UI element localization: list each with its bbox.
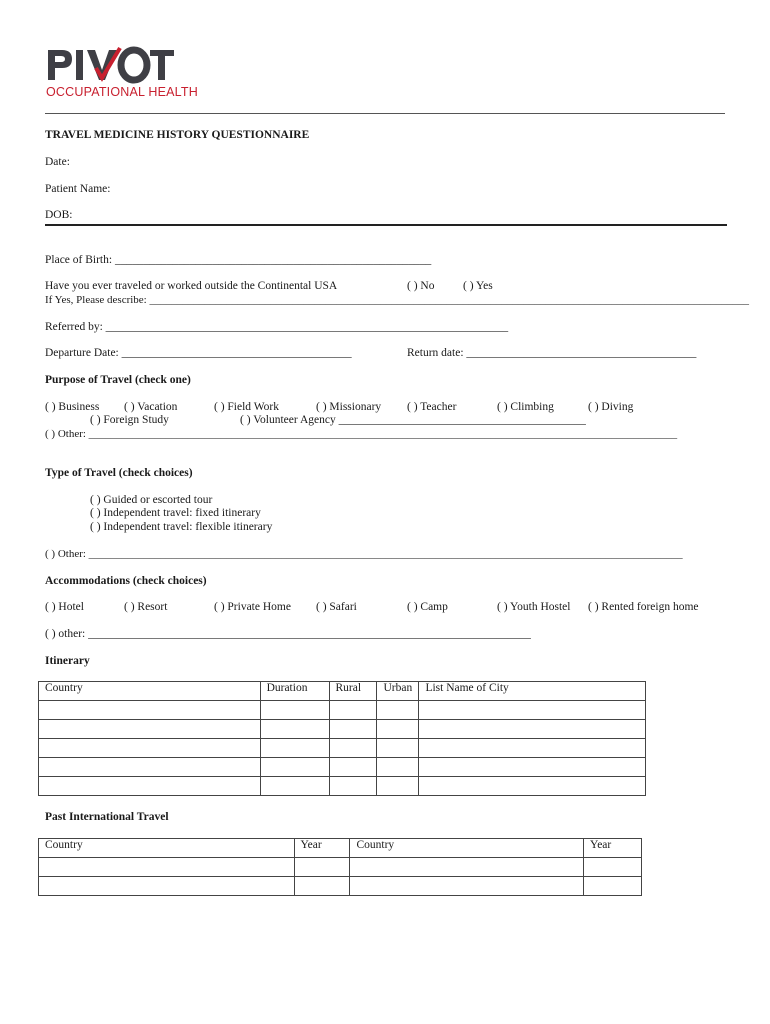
itinerary-cell-city[interactable] [419,720,646,739]
itinerary-cell-rural[interactable] [329,777,377,796]
itinerary-header-urban: Urban [377,682,419,701]
place-of-birth-field[interactable]: Place of Birth: _______________________________________________________ [45,254,432,266]
itinerary-cell-duration[interactable] [260,720,329,739]
table-row [39,758,646,777]
travel-other-field[interactable]: ( ) Other: ____________________________________________________________________________________________________________ [45,548,683,560]
itinerary-cell-city[interactable] [419,758,646,777]
itinerary-header-country: Country [39,682,261,701]
itinerary-cell-urban[interactable] [377,777,419,796]
past-travel-cell-country[interactable] [39,877,295,896]
purpose-option-diving[interactable]: ( ) Diving [588,401,634,413]
itinerary-header-rural: Rural [329,682,377,701]
accommodations-heading: Accommodations (check choices) [45,575,207,587]
purpose-option-foreign-study[interactable]: ( ) Foreign Study [90,414,169,426]
travel-option-fixed-itinerary[interactable]: ( ) Independent travel: fixed itinerary [90,507,261,519]
itinerary-heading: Itinerary [45,655,90,667]
itinerary-cell-urban[interactable] [377,720,419,739]
itinerary-cell-country[interactable] [39,701,261,720]
itinerary-cell-duration[interactable] [260,739,329,758]
form-title: TRAVEL MEDICINE HISTORY QUESTIONNAIRE [45,129,310,141]
itinerary-cell-rural[interactable] [329,701,377,720]
itinerary-header-city: List Name of City [419,682,646,701]
traveled-no-option[interactable]: ( ) No [407,280,435,292]
past-travel-cell-year-2[interactable] [584,877,642,896]
departure-date-field[interactable]: Departure Date: ________________________________________ [45,347,352,359]
itinerary-table [38,681,646,796]
itinerary-cell-city[interactable] [419,739,646,758]
type-of-travel-heading: Type of Travel (check choices) [45,467,193,479]
itinerary-cell-city[interactable] [419,701,646,720]
purpose-option-vacation[interactable]: ( ) Vacation [124,401,178,413]
itinerary-cell-urban[interactable] [377,739,419,758]
logo-subtitle: OCCUPATIONAL HEALTH [46,85,198,99]
header-divider [45,113,725,114]
itinerary-cell-country[interactable] [39,720,261,739]
accommodation-option-safari[interactable]: ( ) Safari [316,601,357,613]
accommodation-other-field[interactable]: ( ) other: _____________________________________________________________________________ [45,628,531,640]
purpose-option-missionary[interactable]: ( ) Missionary [316,401,382,413]
itinerary-cell-country[interactable] [39,758,261,777]
table-row [39,701,646,720]
itinerary-cell-city[interactable] [419,777,646,796]
past-travel-cell-year[interactable] [294,858,350,877]
table-row [39,877,642,896]
itinerary-cell-duration[interactable] [260,777,329,796]
table-row [39,858,642,877]
past-travel-cell-year-2[interactable] [584,858,642,877]
section-divider [45,224,727,226]
table-row [39,720,646,739]
itinerary-header-row [39,682,646,701]
past-travel-cell-year[interactable] [294,877,350,896]
past-travel-table [38,838,642,896]
purpose-option-business[interactable]: ( ) Business [45,401,100,413]
patient-name-label: Patient Name: [45,183,111,195]
past-travel-cell-country[interactable] [39,858,295,877]
accommodation-option-resort[interactable]: ( ) Resort [124,601,168,613]
travel-option-guided-tour[interactable]: ( ) Guided or escorted tour [90,494,213,506]
accommodation-option-rented-foreign-home[interactable]: ( ) Rented foreign home [588,601,699,613]
traveled-yes-option[interactable]: ( ) Yes [463,280,493,292]
traveled-question: Have you ever traveled or worked outside the Continental USA [45,280,338,292]
itinerary-cell-urban[interactable] [377,758,419,777]
itinerary-cell-country[interactable] [39,739,261,758]
purpose-option-volunteer-agency[interactable]: ( ) Volunteer Agency ___________________________________________ [240,414,586,426]
itinerary-cell-country[interactable] [39,777,261,796]
if-yes-describe-field[interactable]: If Yes, Please describe: _____________________________________________________________________________________________________________ [45,294,749,306]
purpose-other-field[interactable]: ( ) Other: ___________________________________________________________________________________________________________ [45,428,678,440]
travel-option-flexible-itinerary[interactable]: ( ) Independent travel: flexible itinerary [90,521,273,533]
itinerary-cell-rural[interactable] [329,720,377,739]
past-travel-header-country: Country [39,839,295,858]
past-travel-heading: Past International Travel [45,811,169,823]
past-travel-header-year: Year [294,839,350,858]
accommodation-option-camp[interactable]: ( ) Camp [407,601,448,613]
date-label: Date: [45,156,70,168]
referred-by-field[interactable]: Referred by: ______________________________________________________________________ [45,321,509,333]
itinerary-cell-duration[interactable] [260,758,329,777]
purpose-option-climbing[interactable]: ( ) Climbing [497,401,554,413]
past-travel-header-row [39,839,642,858]
pivot-logo [44,44,204,104]
past-travel-cell-country-2[interactable] [350,877,584,896]
itinerary-header-duration: Duration [260,682,329,701]
itinerary-cell-rural[interactable] [329,739,377,758]
itinerary-cell-duration[interactable] [260,701,329,720]
purpose-heading: Purpose of Travel (check one) [45,374,191,386]
dob-label: DOB: [45,209,73,221]
accommodation-option-private-home[interactable]: ( ) Private Home [214,601,291,613]
purpose-option-field-work[interactable]: ( ) Field Work [214,401,279,413]
itinerary-cell-rural[interactable] [329,758,377,777]
purpose-option-teacher[interactable]: ( ) Teacher [407,401,457,413]
past-travel-header-year-2: Year [584,839,642,858]
past-travel-header-country-2: Country [350,839,584,858]
itinerary-cell-urban[interactable] [377,701,419,720]
return-date-field[interactable]: Return date: ________________________________________ [407,347,697,359]
past-travel-cell-country-2[interactable] [350,858,584,877]
table-row [39,739,646,758]
accommodation-option-youth-hostel[interactable]: ( ) Youth Hostel [497,601,571,613]
table-row [39,777,646,796]
accommodation-option-hotel[interactable]: ( ) Hotel [45,601,84,613]
